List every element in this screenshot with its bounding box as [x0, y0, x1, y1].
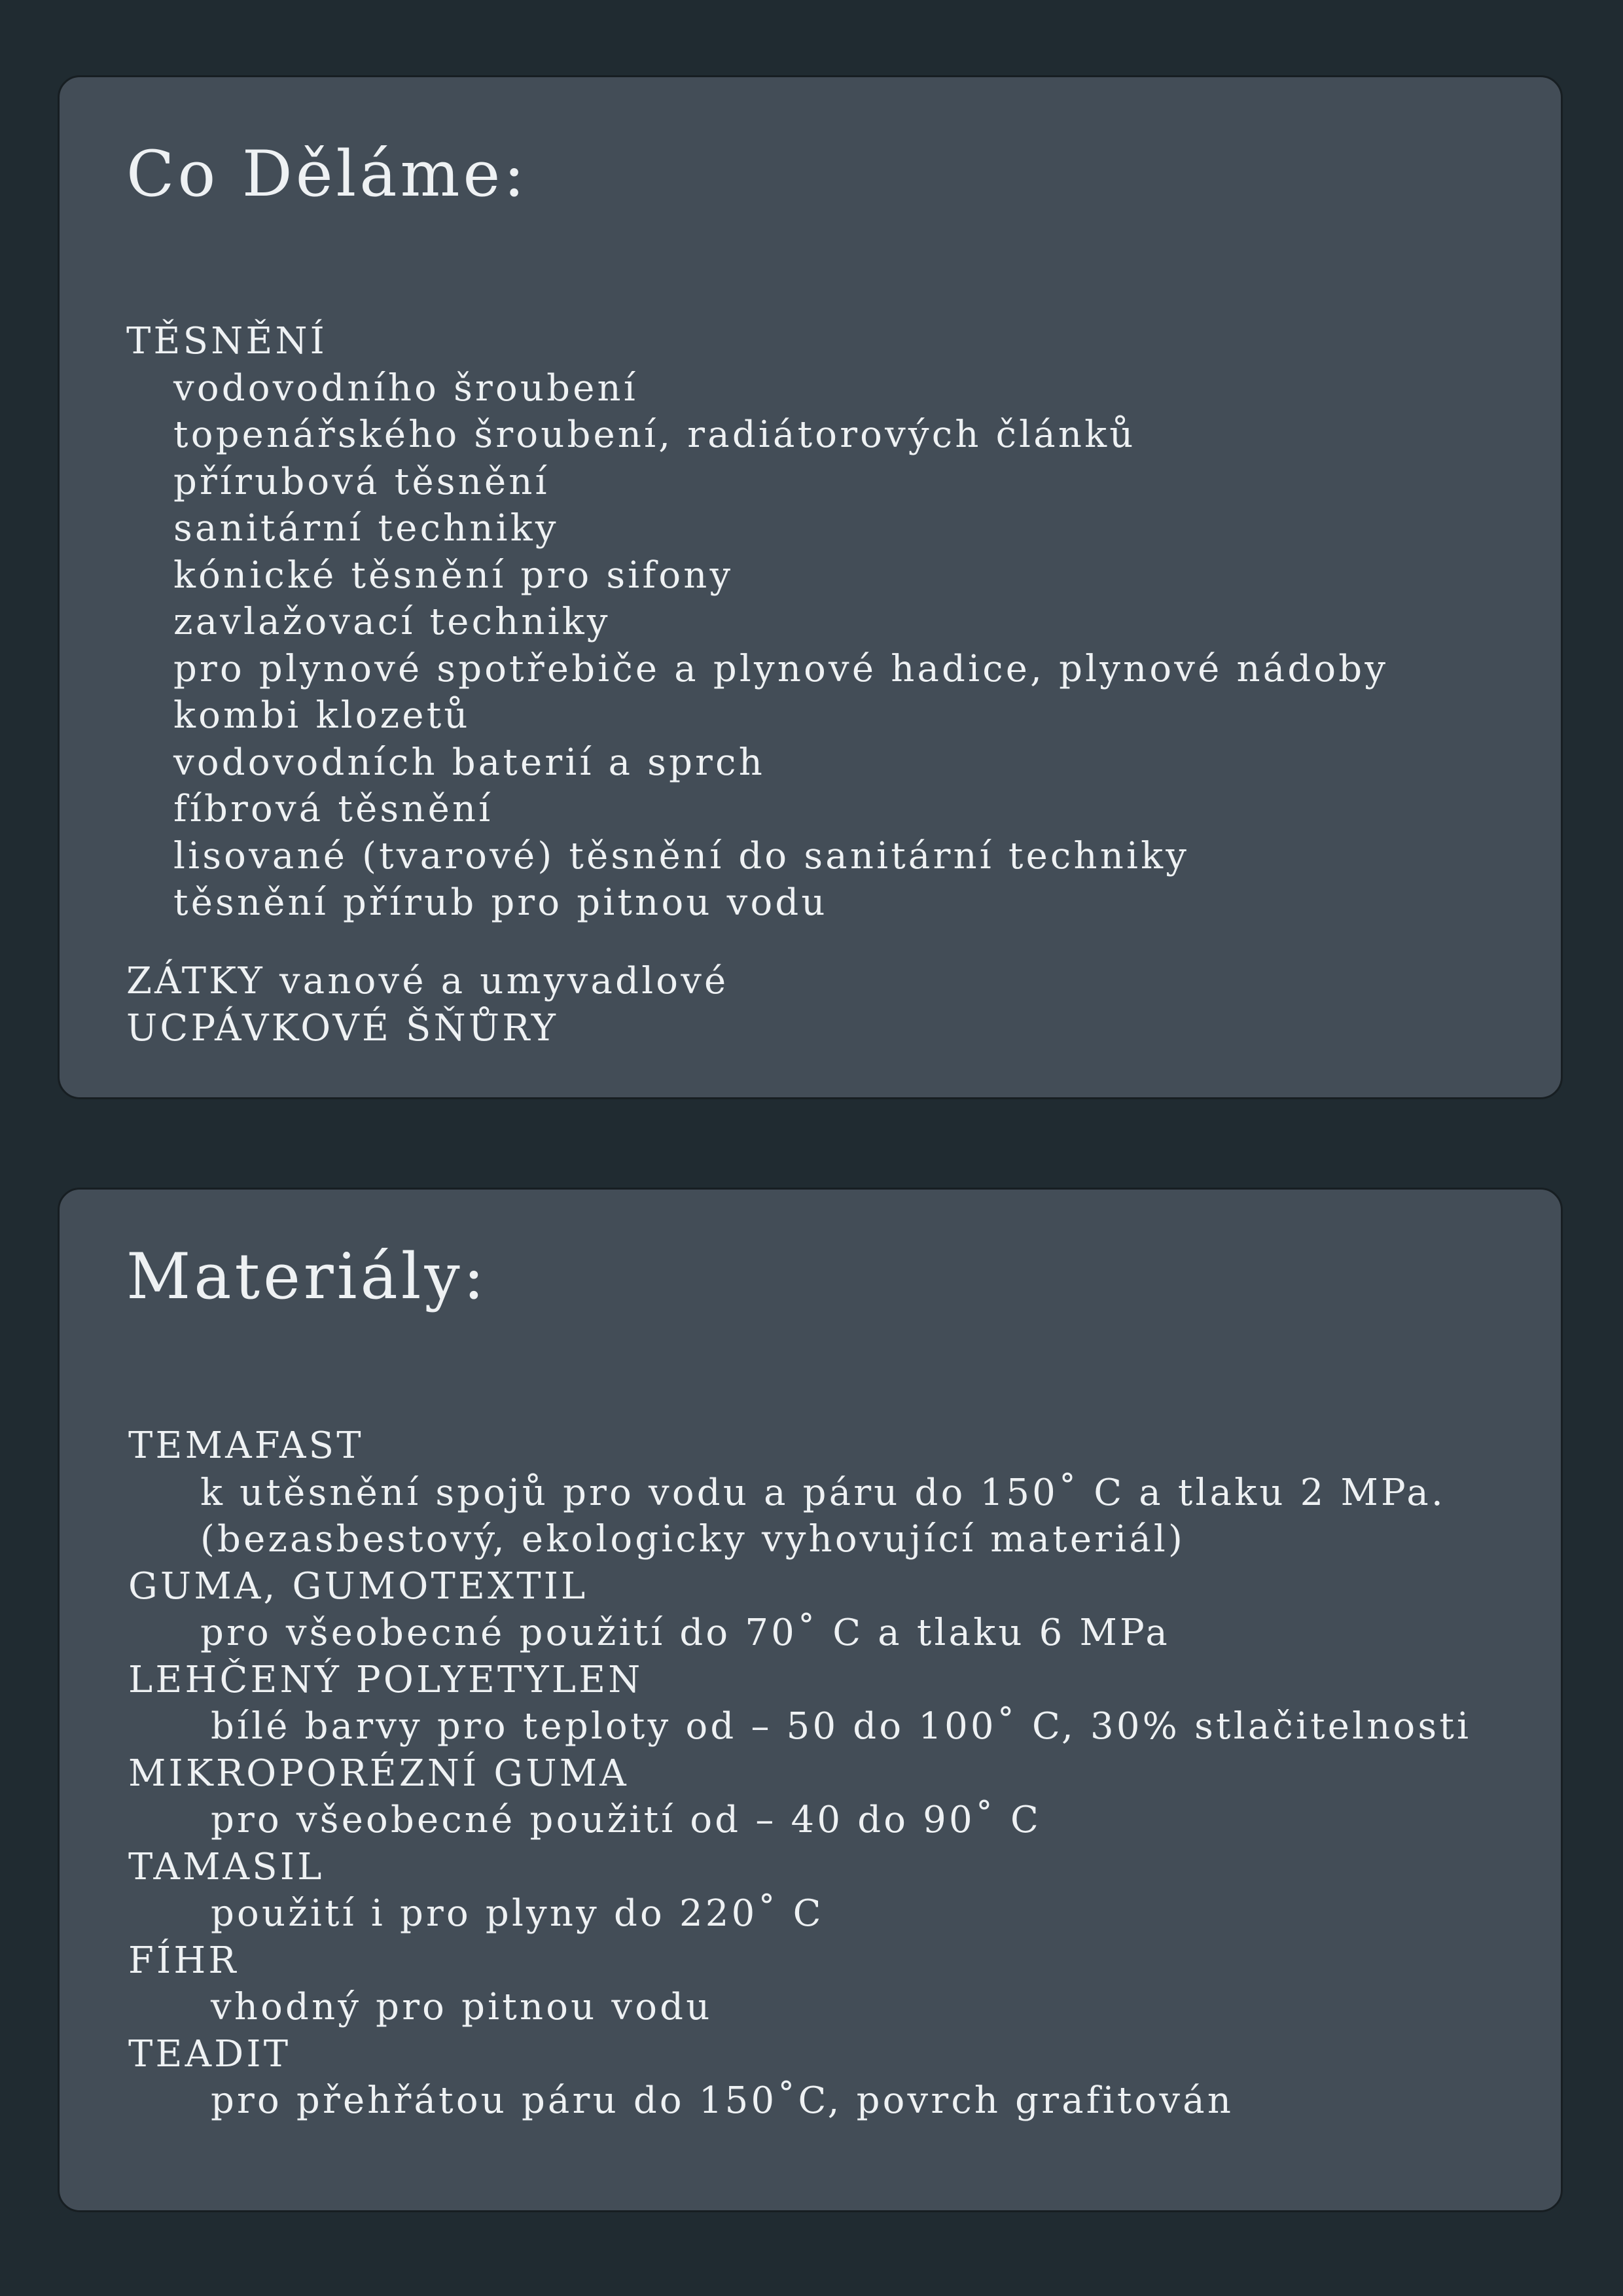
seal-item: kombi klozetů — [173, 694, 471, 737]
materials-title: Materiály: — [126, 1240, 488, 1313]
seal-item: vodovodního šroubení — [173, 366, 638, 410]
what-we-do-panel — [58, 75, 1563, 1099]
materials-list — [128, 1422, 1471, 2125]
material-detail: vhodný pro pitnou vodu — [211, 1986, 713, 2028]
seal-item: zavlažovací techniky — [173, 601, 611, 643]
material-detail: použití i pro plyny do 220˚ C — [211, 1892, 824, 1935]
seal-item: fíbrová těsnění — [173, 788, 493, 830]
plugs-line: ZÁTKY vanové a umyvadlové — [126, 960, 729, 1002]
material-name: FÍHR — [128, 1939, 239, 1982]
material-detail: pro všeobecné použití do 70˚ C a tlaku 6 MPa — [200, 1612, 1170, 1654]
seal-item: sanitární techniky — [173, 507, 559, 550]
material-detail: bílé barvy pro teploty od – 50 do 100˚ C, 30% stlačitelnosti — [211, 1705, 1472, 1748]
material-detail: pro všeobecné použití od – 40 do 90˚ C — [211, 1799, 1042, 1841]
seal-item: těsnění přírub pro pitnou vodu — [173, 881, 828, 924]
seal-item: přírubová těsnění — [173, 460, 550, 503]
what-we-do-title: Co Děláme: — [126, 137, 528, 211]
material-name: TAMASIL — [128, 1845, 325, 1888]
material-name: TEMAFAST — [128, 1424, 364, 1467]
material-detail: pro přehřátou páru do 150˚C, povrch grafitován — [211, 2079, 1234, 2122]
material-name: GUMA, GUMOTEXTIL — [128, 1564, 588, 1608]
seals-heading: TĚSNĚNÍ — [126, 320, 327, 362]
seal-item: topenářského šroubení, radiátorových článků — [173, 414, 1136, 456]
material-detail: k utěsnění spojů pro vodu a páru do 150˚ C a tlaku 2 MPa. — [200, 1471, 1446, 1514]
seals-section — [126, 318, 1388, 927]
material-name: TEADIT — [128, 2032, 291, 2075]
seal-item: pro plynové spotřebiče a plynové hadice, plynové nádoby — [173, 647, 1389, 690]
other-products — [126, 958, 728, 1051]
material-detail: (bezasbestový, ekologicky vyhovující materiál) — [200, 1518, 1186, 1561]
packing-cords-line: UCPÁVKOVÉ ŠŇŮRY — [126, 1006, 559, 1050]
material-name: MIKROPORÉZNÍ GUMA — [128, 1752, 629, 1795]
materials-panel — [58, 1188, 1563, 2212]
material-name: LEHČENÝ POLYETYLEN — [128, 1658, 643, 1701]
seal-item: lisované (tvarové) těsnění do sanitární techniky — [173, 834, 1190, 877]
seal-item: vodovodních baterií a sprch — [173, 741, 765, 784]
seal-item: kónické těsnění pro sifony — [173, 554, 734, 597]
